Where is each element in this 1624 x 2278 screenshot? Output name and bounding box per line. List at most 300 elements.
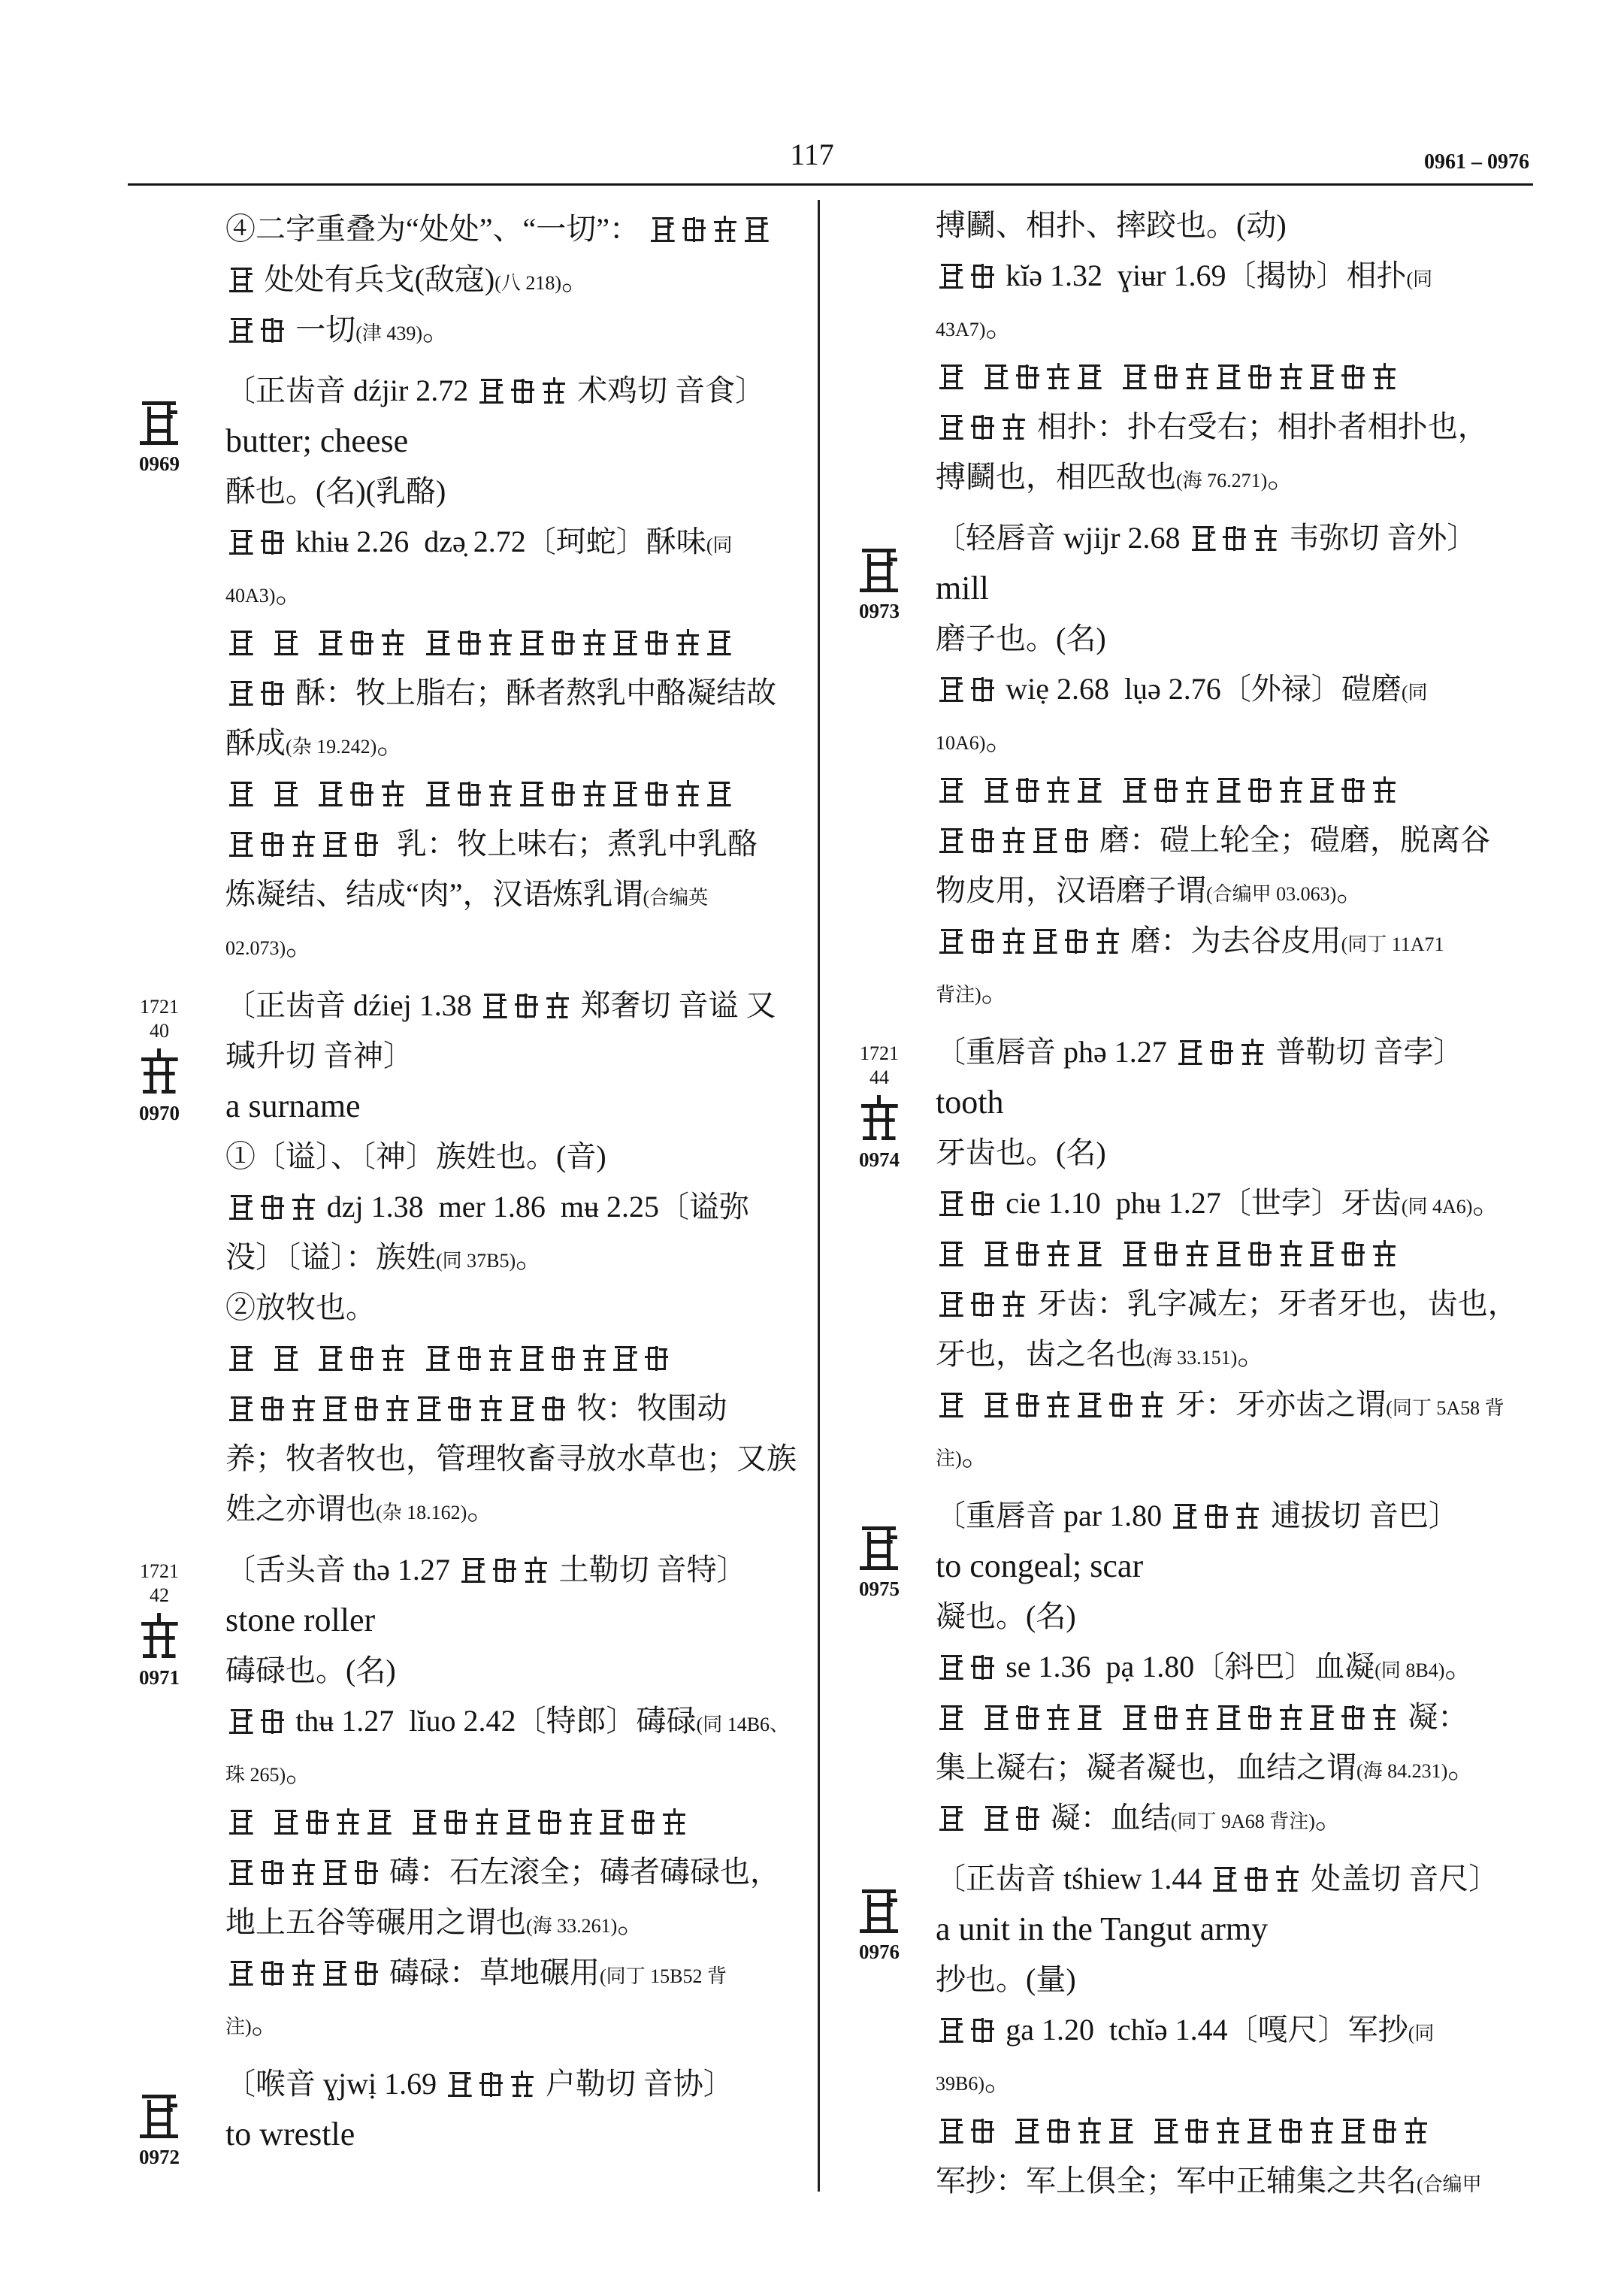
- tangut-glyph-group: [981, 351, 1105, 401]
- text-segment: 。: [275, 575, 306, 609]
- tangut-glyph: [938, 363, 965, 391]
- entry-0976: [849, 1853, 1529, 2206]
- tangut-glyph: [487, 780, 514, 808]
- tangut-glyph: [982, 1391, 1009, 1419]
- entry-line: [936, 1853, 1529, 1904]
- entry-line: [225, 1696, 808, 1746]
- entry-line: [225, 1484, 808, 1534]
- tangut-glyph: [290, 1959, 317, 1987]
- tangut-glyph: [982, 1704, 1009, 1732]
- tangut-glyph: [228, 316, 255, 344]
- tangut-glyph: [1215, 363, 1242, 391]
- tangut-glyph: [938, 2117, 965, 2145]
- tangut-glyph-group: [315, 617, 409, 667]
- text-segment: 〔舌头音 thə 1.27: [225, 1553, 458, 1587]
- text-segment: 。: [1336, 873, 1367, 907]
- tangut-glyph: [1184, 363, 1211, 391]
- tangut-glyph: [1190, 525, 1217, 552]
- entry-margin: [849, 1853, 936, 2206]
- tangut-glyph: [581, 1345, 608, 1372]
- entry-line: [225, 304, 808, 355]
- tangut-glyph-group: [936, 351, 967, 401]
- tangut-glyph-group: [271, 617, 302, 667]
- tangut-glyph: [487, 1345, 514, 1372]
- text-segment: 。: [981, 974, 1012, 1008]
- entry-line: [936, 714, 1529, 764]
- citation-text: (同: [706, 534, 733, 556]
- entry-line: [936, 351, 1529, 401]
- text-segment: 凝也。(名): [936, 1599, 1076, 1633]
- entry-margin: [128, 1544, 225, 2048]
- text-segment: 牧：牧围动: [569, 1391, 727, 1425]
- tangut-glyph: [1045, 1391, 1072, 1419]
- tangut-glyph: [322, 830, 349, 858]
- text-segment: 。: [1237, 1337, 1268, 1371]
- text-segment: 牙齿：乳字减左；牙者牙也，齿也，: [1029, 1287, 1518, 1321]
- tangut-glyph: [1076, 1240, 1103, 1268]
- tangut-glyph: [505, 1808, 532, 1836]
- entry-body: [225, 1544, 808, 2048]
- tangut-glyph: [643, 1345, 670, 1372]
- cross-ref-number: 42: [150, 1584, 169, 1606]
- entry-0970: [128, 980, 808, 1534]
- entry-margin: [849, 513, 936, 1016]
- tangut-glyph: [1274, 1865, 1301, 1893]
- text-segment: 搏鬬也，相匹敌也: [936, 460, 1176, 494]
- entry-line: [225, 1645, 808, 1696]
- tangut-glyph-group: [271, 1796, 395, 1847]
- right-column: [849, 200, 1529, 2206]
- text-segment: 〔轻唇音 wjijr 2.68: [936, 521, 1188, 555]
- entry-line: [936, 2105, 1529, 2155]
- entry-line: [225, 1433, 808, 1484]
- entry-line: [936, 1228, 1529, 1278]
- entry-line: [225, 980, 808, 1030]
- headword-tangut-glyph: [857, 1523, 901, 1572]
- tangut-glyph: [1076, 2117, 1103, 2145]
- text-segment: 。: [561, 262, 592, 296]
- entry-body: [225, 980, 808, 1534]
- tangut-glyph-group: [1188, 513, 1282, 563]
- tangut-glyph-group: [271, 768, 302, 818]
- tangut-glyph: [1014, 2117, 1041, 2145]
- entry-line: [936, 2004, 1529, 2055]
- text-segment: 〔正齿音 tśhiew 1.44: [936, 1862, 1210, 1895]
- tangut-glyph-group: [936, 1228, 967, 1278]
- entry-line: [225, 1746, 808, 1796]
- entry-line: [225, 567, 808, 617]
- tangut-glyph: [1278, 363, 1305, 391]
- text-segment: 牙：牙亦齿之谓: [1168, 1387, 1387, 1421]
- text-segment: ga 1.20 tchĭə 1.44〔嘎尺〕军抄: [998, 2013, 1408, 2047]
- text-segment: 姓之亦谓也: [225, 1492, 376, 1526]
- text-segment: thʉ 1.27 lĭuo 2.42〔特郎〕碡碌: [288, 1704, 697, 1738]
- text-segment: 碡碌也。(名): [225, 1653, 396, 1687]
- tangut-glyph: [1045, 1704, 1072, 1732]
- tangut-glyph: [322, 1959, 349, 1987]
- entry-line: [225, 1081, 808, 1131]
- tangut-glyph: [1371, 363, 1399, 391]
- citation-text: 02.073): [225, 937, 286, 959]
- tangut-glyph: [549, 1345, 576, 1372]
- tangut-glyph: [228, 266, 255, 294]
- tangut-glyph-group: [1119, 1228, 1400, 1278]
- tangut-glyph: [982, 363, 1009, 391]
- tangut-glyph: [304, 1808, 331, 1836]
- tangut-glyph: [259, 1193, 286, 1221]
- tangut-glyph-group: [315, 1333, 409, 1383]
- entry-line: [225, 1181, 808, 1232]
- tangut-glyph: [259, 679, 286, 707]
- entry-number: 0974: [859, 1148, 900, 1171]
- entry-body: [936, 513, 1529, 1016]
- tangut-glyph: [259, 1859, 286, 1886]
- citation-text: 注): [225, 2016, 252, 2037]
- tangut-glyph-group: [225, 1947, 382, 1998]
- entry-line: [225, 667, 808, 718]
- tangut-glyph-group: [225, 304, 288, 355]
- tangut-glyph: [272, 780, 299, 808]
- tangut-glyph: [1243, 1865, 1270, 1893]
- text-segment: khiʉ 2.26 dzə̣ 2.72〔珂蛇〕酥味: [288, 525, 706, 558]
- tangut-glyph-group: [225, 516, 288, 567]
- tangut-glyph: [612, 780, 639, 808]
- tangut-glyph: [322, 1395, 349, 1423]
- tangut-glyph: [487, 629, 514, 657]
- tangut-glyph: [290, 830, 317, 858]
- citation-text: 注): [936, 1448, 962, 1469]
- tangut-glyph: [352, 830, 380, 858]
- tangut-glyph-group: [936, 664, 998, 714]
- cross-ref-number: 1721: [140, 1560, 179, 1582]
- tangut-glyph: [1172, 1502, 1199, 1530]
- tangut-glyph: [1152, 776, 1179, 804]
- tangut-glyph: [969, 1653, 996, 1681]
- headword-tangut-glyph: [857, 1094, 901, 1142]
- tangut-glyph: [455, 780, 482, 808]
- tangut-glyph: [425, 629, 452, 657]
- header-rule: [128, 183, 1533, 186]
- tangut-glyph: [1076, 776, 1103, 804]
- tangut-glyph: [455, 1345, 482, 1372]
- tangut-glyph-group: [1119, 351, 1400, 401]
- entry-body: [936, 1027, 1529, 1480]
- entry-line: [936, 452, 1529, 502]
- tangut-glyph-group: [225, 818, 382, 869]
- tangut-glyph: [519, 1345, 546, 1372]
- tangut-glyph: [680, 216, 707, 244]
- tangut-glyph-group: [936, 1792, 967, 1843]
- tangut-glyph: [1402, 2117, 1429, 2145]
- tangut-glyph: [982, 1240, 1009, 1268]
- entry-line: [936, 1127, 1529, 1178]
- entry-line: [225, 1131, 808, 1181]
- text-segment: ②放牧也。: [225, 1290, 376, 1324]
- entry-line: [225, 1796, 808, 1847]
- tangut-glyph: [581, 780, 608, 808]
- text-segment: 养；牧者牧也，管理牧畜寻放水草也；又族: [225, 1442, 797, 1475]
- citation-text: (同 37B5): [436, 1250, 516, 1272]
- tangut-glyph: [228, 1859, 255, 1886]
- entry-number: 0976: [859, 1941, 900, 1963]
- citation-text: 背注): [936, 984, 981, 1006]
- entry-line: [225, 365, 808, 416]
- entry-margin: [128, 2059, 225, 2170]
- tangut-glyph: [612, 1345, 639, 1372]
- entry-line: [225, 919, 808, 970]
- tangut-glyph: [478, 2071, 505, 2098]
- entry-line: [225, 1897, 808, 1947]
- tangut-glyph: [425, 1345, 452, 1372]
- text-segment: 〔正齿音 dźiej 1.38: [225, 988, 479, 1022]
- tangut-glyph: [1278, 1240, 1305, 1268]
- tangut-glyph: [272, 1808, 299, 1836]
- entry-line: [225, 416, 808, 466]
- entry-line: [936, 1591, 1529, 1641]
- text-segment: 军抄：军上俱全；军中正辅集之共名: [936, 2164, 1417, 2198]
- text-segment: 〔正齿音 dźjir 2.72: [225, 374, 476, 407]
- tangut-glyph: [478, 1395, 505, 1423]
- entry-number: 0971: [139, 1666, 180, 1689]
- entry-line: [225, 869, 808, 919]
- citation-text: (海 33.261): [526, 1915, 618, 1937]
- citation-text: (同丁 15B52 背: [599, 1965, 727, 1987]
- tangut-glyph-group: [225, 768, 257, 818]
- entry-line: [225, 1383, 808, 1433]
- entry-number: 0970: [139, 1102, 180, 1124]
- text-segment: 碡碌：草地碾用: [381, 1956, 600, 1989]
- tangut-glyph: [1108, 2117, 1135, 2145]
- tangut-glyph-group: [315, 768, 409, 818]
- tangut-glyph: [1246, 776, 1273, 804]
- tangut-glyph: [1234, 1502, 1261, 1530]
- tangut-glyph: [455, 629, 482, 657]
- citation-text: (合编甲: [1417, 2174, 1482, 2195]
- text-segment: 。: [377, 726, 407, 760]
- text-segment: 酥：牧上脂右；酥者熬乳中酪凝结故: [288, 676, 777, 709]
- tangut-glyph: [1121, 1240, 1148, 1268]
- tangut-glyph-group: [936, 915, 1123, 966]
- tangut-glyph: [317, 1345, 344, 1372]
- column-divider: [818, 200, 820, 2192]
- text-segment: 土勒切 音特〕: [551, 1553, 747, 1587]
- tangut-glyph: [1152, 1240, 1179, 1268]
- citation-text: (同丁 11A71: [1341, 933, 1444, 955]
- text-segment: 凝：: [1400, 1700, 1468, 1734]
- tangut-glyph-group: [936, 815, 1092, 865]
- tangut-glyph: [661, 1808, 688, 1836]
- entry-0974: [849, 1027, 1529, 1480]
- tangut-glyph: [349, 1345, 376, 1372]
- entry-body: [225, 2059, 808, 2170]
- entry-0973: [849, 513, 1529, 1016]
- tangut-glyph-group: [936, 2105, 998, 2155]
- tangut-glyph: [522, 1556, 549, 1584]
- text-segment: ①〔谥〕、〔神〕族姓也。(音): [225, 1139, 606, 1173]
- text-segment: wiẹ 2.68 lụə 2.76〔外禄〕磑磨: [998, 672, 1402, 706]
- entry-number: 0969: [139, 452, 180, 475]
- entry-line: [936, 1954, 1529, 2004]
- tangut-glyph: [1278, 1704, 1305, 1732]
- tangut-glyph: [969, 1290, 996, 1318]
- tangut-glyph: [259, 1395, 286, 1423]
- entry-continued: [128, 204, 808, 355]
- text-segment: 。: [985, 309, 1016, 343]
- tangut-glyph: [938, 413, 965, 441]
- tangut-glyph: [549, 780, 576, 808]
- tangut-glyph-group: [225, 1847, 382, 1897]
- text-segment: 乳：牧上味右；煮乳中乳酪: [381, 827, 758, 861]
- text-segment: 。: [286, 1754, 316, 1788]
- citation-text: (合编甲 03.063): [1206, 883, 1337, 905]
- tangut-glyph: [1340, 776, 1367, 804]
- text-segment: 磨子也。(名): [936, 622, 1106, 655]
- text-segment: 凝：血结: [1042, 1801, 1171, 1835]
- entry-number: 0972: [139, 2146, 180, 2168]
- tangut-glyph: [549, 629, 576, 657]
- tangut-glyph: [1340, 2117, 1367, 2145]
- text-segment: 〔重唇音 phə 1.27: [936, 1035, 1175, 1069]
- text-segment: 炼凝结、结成“肉”，汉语炼乳谓: [225, 877, 643, 911]
- tangut-glyph: [272, 1345, 299, 1372]
- tangut-glyph: [1076, 1391, 1103, 1419]
- text-segment: dzj 1.38 mer 1.86 mʉ 2.25〔谥弥: [319, 1190, 749, 1224]
- entry-line: [225, 768, 808, 818]
- tangut-glyph-group: [409, 1796, 690, 1847]
- entry-body: [225, 204, 808, 355]
- tangut-glyph: [630, 1808, 657, 1836]
- entry-line: [225, 1333, 808, 1383]
- tangut-glyph-group: [225, 1696, 288, 1746]
- entry-line: [225, 1544, 808, 1595]
- entry-line: [936, 1278, 1529, 1329]
- text-segment: cie 1.10 phʉ 1.27〔世孛〕牙齿: [998, 1186, 1402, 1220]
- text-segment: 牙也，齿之名也: [936, 1337, 1146, 1371]
- tangut-glyph: [1076, 363, 1103, 391]
- tangut-glyph-group: [225, 254, 257, 304]
- entry-line: [225, 1595, 808, 1645]
- tangut-glyph: [1045, 776, 1072, 804]
- entry-line: [936, 1541, 1529, 1591]
- tangut-glyph: [519, 780, 546, 808]
- page-number: 117: [790, 138, 834, 171]
- text-segment: 郑奢切 音谥 又: [573, 988, 776, 1022]
- citation-text: (合编英: [643, 887, 709, 909]
- tangut-glyph: [1246, 1240, 1273, 1268]
- tangut-glyph: [1063, 927, 1090, 955]
- citation-text: (同: [1408, 2022, 1435, 2044]
- tangut-glyph-group: [479, 980, 573, 1030]
- text-segment: 术鸡切 音食〕: [570, 374, 766, 407]
- tangut-glyph: [675, 629, 702, 657]
- tangut-glyph: [1340, 1704, 1367, 1732]
- entry-body: [936, 1853, 1529, 2206]
- tangut-glyph-group: [225, 617, 257, 667]
- tangut-glyph: [228, 528, 255, 556]
- text-segment: 。: [1472, 1186, 1503, 1220]
- tangut-glyph: [1032, 827, 1059, 855]
- entry-range-header: 0961 – 0976: [1424, 150, 1529, 174]
- citation-text: (海 76.271): [1176, 470, 1268, 492]
- entry-margin: [849, 1027, 936, 1480]
- tangut-glyph: [384, 1395, 411, 1423]
- text-segment: 。: [251, 2006, 282, 2040]
- tangut-glyph: [1278, 2117, 1305, 2145]
- tangut-glyph: [969, 2016, 996, 2044]
- entry-line: [225, 1998, 808, 2048]
- text-segment: 。: [422, 313, 453, 346]
- entry-line: [225, 617, 808, 667]
- tangut-glyph: [510, 377, 537, 405]
- text-segment: 酥成: [225, 726, 286, 760]
- tangut-glyph: [1308, 776, 1335, 804]
- tangut-glyph: [1184, 2117, 1211, 2145]
- tangut-glyph: [1076, 1704, 1103, 1732]
- tangut-glyph: [366, 1808, 393, 1836]
- text-segment: 。: [1314, 1801, 1345, 1835]
- tangut-glyph: [259, 316, 286, 344]
- tangut-glyph: [509, 2071, 536, 2098]
- tangut-glyph-group: [647, 204, 772, 254]
- tangut-glyph-group: [225, 1796, 257, 1847]
- text-segment: 物皮用，汉语磨子谓: [936, 873, 1206, 907]
- tangut-glyph: [1308, 2117, 1335, 2145]
- tangut-glyph: [675, 780, 702, 808]
- tangut-glyph: [228, 1345, 255, 1372]
- tangut-glyph: [1121, 1704, 1148, 1732]
- entry-line: [936, 401, 1529, 452]
- tangut-glyph: [259, 830, 286, 858]
- entry-line: [225, 1947, 808, 1998]
- tangut-glyph: [938, 1240, 965, 1268]
- entry-line: [936, 563, 1529, 613]
- english-gloss: tooth: [936, 1084, 1004, 1121]
- tangut-glyph: [228, 830, 255, 858]
- entry-line: [225, 1232, 808, 1282]
- tangut-glyph: [1184, 776, 1211, 804]
- citation-text: 40A3): [225, 585, 276, 607]
- tangut-glyph-group: [422, 617, 735, 667]
- tangut-glyph: [1139, 1391, 1166, 1419]
- tangut-glyph-group: [981, 1228, 1105, 1278]
- tangut-glyph-group: [936, 1278, 1030, 1329]
- tangut-glyph: [352, 1395, 380, 1423]
- text-segment: 。: [1267, 460, 1298, 494]
- tangut-glyph: [380, 1345, 407, 1372]
- text-segment: 瑊升切 音神〕: [225, 1039, 413, 1072]
- entry-margin: [849, 200, 936, 502]
- tangut-glyph-group: [936, 2004, 998, 2055]
- english-gloss: mill: [936, 570, 989, 607]
- citation-text: (同: [1401, 682, 1428, 703]
- tangut-glyph: [322, 1859, 349, 1886]
- tangut-glyph: [491, 1556, 518, 1584]
- citation-text: 珠 265): [225, 1764, 286, 1786]
- citation-text: (同 8B4): [1375, 1659, 1445, 1681]
- text-segment: 处盖切 音尺〕: [1303, 1862, 1499, 1895]
- tangut-glyph: [1094, 927, 1121, 955]
- tangut-glyph-group: [981, 1379, 1169, 1429]
- tangut-glyph: [982, 776, 1009, 804]
- tangut-glyph: [1121, 776, 1148, 804]
- tangut-glyph: [1215, 776, 1242, 804]
- tangut-glyph-group: [271, 1333, 302, 1383]
- headword-tangut-glyph: [138, 2092, 181, 2140]
- tangut-glyph: [1246, 2117, 1273, 2145]
- text-segment: 。: [286, 927, 316, 961]
- text-segment: 。: [961, 1438, 992, 1472]
- tangut-glyph: [1152, 1704, 1179, 1732]
